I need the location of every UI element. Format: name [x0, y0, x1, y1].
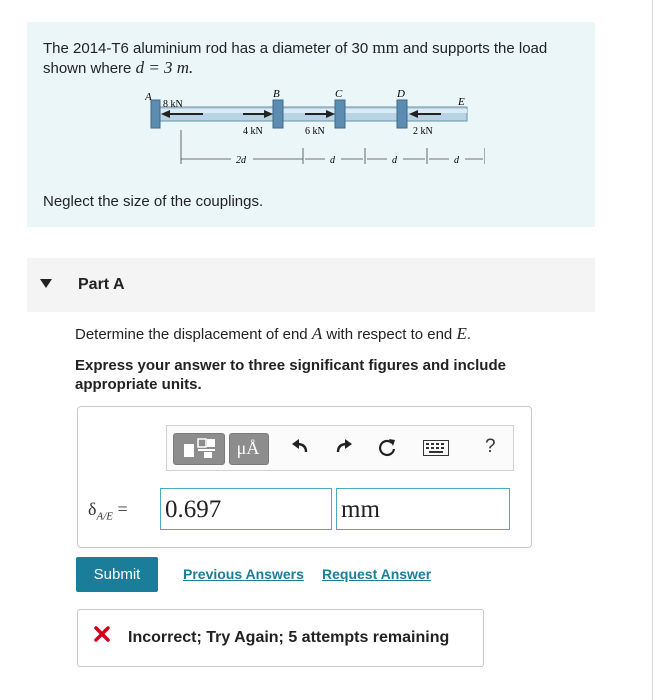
answer-label	[88, 499, 128, 523]
previous-answers-link[interactable]: Previous Answers	[183, 566, 304, 582]
feedback-box	[77, 609, 484, 667]
help-button[interactable]: ?	[485, 436, 496, 457]
answer-box	[77, 406, 532, 548]
question-text-start: Determine the displacement of end	[75, 326, 312, 343]
dimension-d-1: d	[330, 155, 335, 166]
point-label-a: A	[145, 91, 152, 103]
part-a-header[interactable]	[27, 258, 595, 312]
var-e: E	[456, 324, 467, 343]
end-cap-a	[151, 100, 160, 128]
reset-icon[interactable]	[377, 438, 397, 458]
unit-input[interactable]: mm	[336, 488, 510, 530]
question-text	[75, 324, 575, 344]
problem-statement-panel	[27, 22, 595, 227]
rod-figure	[145, 88, 485, 170]
d-value: d = 3 m.	[135, 58, 194, 77]
units-button-label: μÅ	[236, 438, 260, 458]
coupling-d	[397, 100, 407, 128]
problem-text-line1: The 2014-T6 aluminium rod has a diameter of 30	[43, 40, 373, 57]
dimension-d-3: d	[454, 155, 459, 166]
question-text-end: .	[466, 326, 472, 343]
coupling-b	[273, 100, 283, 128]
feedback-text: Incorrect; Try Again; 5 attempts remaining	[128, 629, 450, 646]
error-x-icon	[94, 626, 110, 642]
submit-button[interactable]: Submit	[76, 557, 158, 592]
undo-icon[interactable]	[291, 438, 309, 456]
point-label-e: E	[458, 96, 465, 108]
load-label-4kn: 4 kN	[243, 126, 263, 137]
request-answer-link[interactable]: Request Answer	[322, 566, 432, 582]
dimension-2d: 2d	[236, 155, 246, 166]
units-button[interactable]	[229, 433, 269, 465]
load-label-8kn: 8 kN	[163, 99, 183, 110]
var-a: A	[311, 324, 323, 343]
caret-down-icon[interactable]	[40, 279, 52, 289]
redo-icon[interactable]	[335, 438, 353, 456]
point-label-b: B	[273, 88, 280, 100]
templates-button[interactable]	[173, 433, 225, 465]
page-edge-divider	[652, 0, 653, 700]
neglect-note: Neglect the size of the couplings.	[43, 193, 264, 210]
load-label-2kn: 2 kN	[413, 126, 433, 137]
keyboard-icon[interactable]	[423, 440, 449, 456]
templates-icon	[174, 434, 224, 464]
answer-label-delta: δ	[88, 499, 97, 519]
question-text-middle: with respect to end	[322, 326, 457, 343]
diameter-unit: mm	[372, 38, 399, 57]
answer-instructions: Express your answer to three significant figures and include appropriate units.	[75, 357, 506, 393]
point-label-c: C	[335, 88, 343, 100]
point-label-d: D	[397, 88, 405, 100]
dimension-d-2: d	[392, 155, 397, 166]
load-label-6kn: 6 kN	[305, 126, 325, 137]
part-title: Part A	[78, 276, 125, 293]
coupling-c	[335, 100, 345, 128]
problem-text	[43, 38, 583, 78]
problem-text-line2: shown where	[43, 60, 136, 77]
value-input[interactable]: 0.697	[160, 488, 332, 530]
problem-text-line1-end: and supports the load	[398, 40, 548, 57]
answer-label-subscript: A/E	[96, 510, 113, 523]
answer-label-equals: =	[112, 499, 128, 519]
math-toolbar	[166, 425, 514, 471]
